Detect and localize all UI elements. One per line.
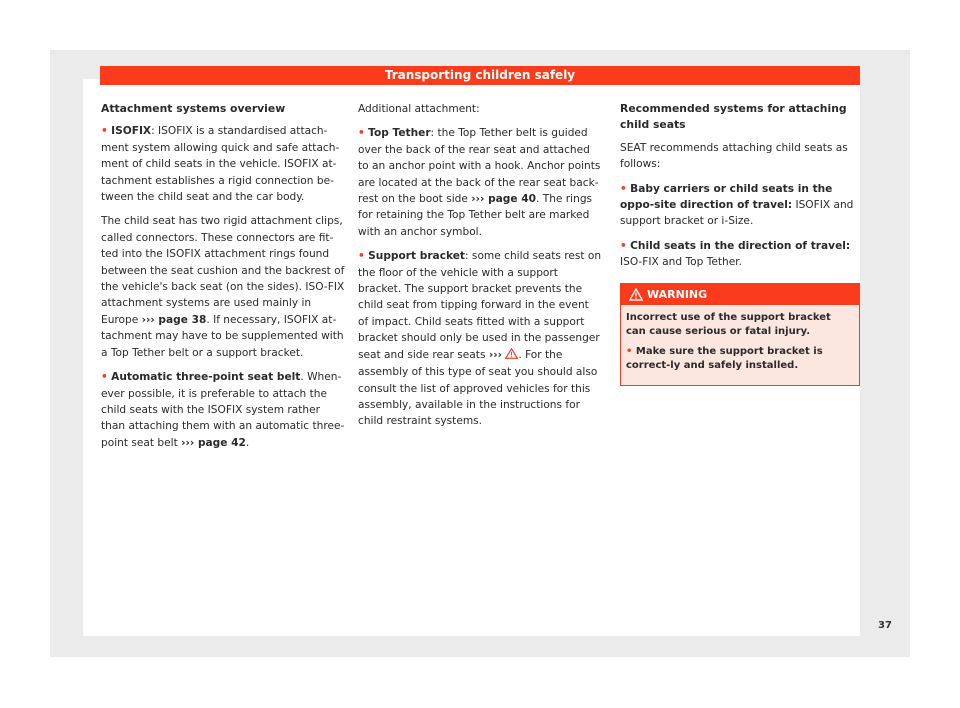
bullet: • xyxy=(620,239,627,252)
rear-facing-paragraph xyxy=(620,181,860,230)
forward-facing-text: ISO-FIX and Top Tether. xyxy=(620,256,743,269)
isofix-text: : ISOFIX is a standardised attach-ment system allowing quick and safe attach-ment of child seats in the vehicle. ISOFIX at-tachment establishes a rigid connection be-tween the child seat and the car body. xyxy=(101,125,340,204)
warning-header xyxy=(621,284,859,305)
warning-box xyxy=(620,283,860,386)
support-bracket-paragraph xyxy=(358,248,602,429)
warning-line-1: Incorrect use of the support bracket can cause serious or fatal injury. xyxy=(626,311,831,338)
automatic-belt-end: . xyxy=(245,436,250,449)
warning-title: WARNING xyxy=(647,287,708,301)
top-tether-paragraph xyxy=(358,125,602,240)
connectors-text: The child seat has two rigid attachment clips, called connectors. These connectors are fit-ted into the ISOFIX attachment rings found between the seat cushion and the backrest of the vehicle's back seat (on the sides). ISO-FIX attachment systems are used mainly in Europe xyxy=(101,215,345,326)
page-42-link[interactable]: ››› page 42 xyxy=(181,436,246,449)
bullet: • xyxy=(101,371,108,384)
bullet: • xyxy=(358,250,365,263)
isofix-label: ISOFIX xyxy=(111,125,152,138)
automatic-belt-text: . When-ever possible, it is preferable to attach the child seats with the ISOFIX system rather than attaching them with an automatic three-point seat belt xyxy=(101,371,345,449)
page-38-link[interactable]: ››› page 38 xyxy=(141,313,207,326)
forward-facing-label: Child seats in the direction of travel: xyxy=(630,239,851,252)
forward-facing-paragraph xyxy=(620,238,860,271)
page-40-link[interactable]: ››› page 40 xyxy=(471,193,536,206)
column-left xyxy=(101,101,345,459)
top-tether-label: Top Tether xyxy=(368,127,431,140)
page-number: 37 xyxy=(878,620,892,631)
warning-line-2-text: Make sure the support bracket is correct-ly and safely installed. xyxy=(626,345,823,372)
chapter-banner: Transporting children safely xyxy=(100,66,860,85)
column-middle xyxy=(358,101,602,438)
support-bracket-label: Support bracket xyxy=(368,250,465,263)
bullet: • xyxy=(626,345,633,357)
isofix-paragraph xyxy=(101,123,345,205)
warning-body xyxy=(621,305,859,385)
column-right xyxy=(620,101,860,386)
rear-facing-label: Baby carriers or child seats in the oppo-site direction of travel: xyxy=(620,182,833,212)
top-tether-text: : the Top Tether belt is guided over the back of the rear seat and attached to an anchor point with a hook. Anchor points are located at the back of the rear seat back-rest on the boot side xyxy=(358,127,601,206)
additional-attachment-intro: Additional attachment: xyxy=(358,103,480,115)
warning-link[interactable]: ››› xyxy=(488,348,502,361)
connectors-paragraph xyxy=(101,213,345,361)
rear-facing-text: ISOFIX and support bracket or i-Size. xyxy=(620,199,854,228)
support-bracket-text: : some child seats rest on the floor of the vehicle with a support bracket. The support bracket prevents the child seat from tipping forward in the event of impact. Child seats fitted with a support bracket should only be used in the passenger seat and side rear seats xyxy=(358,250,602,361)
warning-triangle-icon xyxy=(629,287,643,308)
automatic-belt-paragraph xyxy=(101,369,345,451)
section-heading: Attachment systems overview xyxy=(101,102,286,115)
automatic-belt-label: Automatic three-point seat belt xyxy=(111,371,301,384)
support-bracket-end: . For the assembly of this type of seat you should also consult the list of approved vehicles for this assembly, available in the instructions for child restraint systems. xyxy=(358,348,598,428)
recommended-heading: Recommended systems for attaching child seats xyxy=(620,102,847,132)
bullet: • xyxy=(358,127,365,140)
warning-triangle-icon[interactable] xyxy=(505,348,518,364)
top-tether-end: . The rings for retaining the Top Tether belt are marked with an anchor symbol. xyxy=(358,193,593,238)
connectors-text-end: . If necessary, ISOFIX at-tachment may have to be supplemented with a Top Tether belt or a support bracket. xyxy=(101,313,344,359)
bullet: • xyxy=(101,125,108,138)
recommended-intro: SEAT recommends attaching child seats as follows: xyxy=(620,141,848,171)
warning-line-2 xyxy=(626,345,853,374)
bullet: • xyxy=(620,182,627,195)
